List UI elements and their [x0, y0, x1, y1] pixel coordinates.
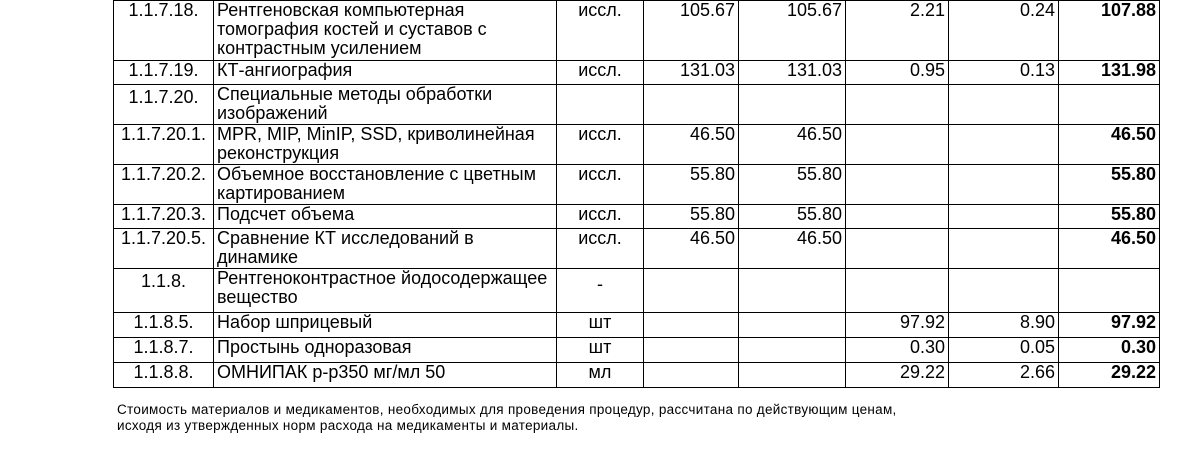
value-cell: 46.50 — [644, 229, 739, 269]
service-name: Рентгеноконтрастное йодосодержащее вещество — [214, 269, 557, 313]
service-code: 1.1.8.7. — [114, 338, 214, 363]
value-cell: 55.80 — [644, 205, 739, 229]
value-cell: 29.22 — [846, 363, 949, 388]
total-cell: 131.98 — [1059, 61, 1160, 85]
value-cell — [949, 165, 1059, 205]
total-cell: 107.88 — [1059, 1, 1160, 61]
value-cell: 2.66 — [949, 363, 1059, 388]
value-cell: 0.13 — [949, 61, 1059, 85]
table-row — [114, 85, 1160, 125]
service-code: 1.1.8.5. — [114, 313, 214, 338]
total-cell: 55.80 — [1059, 205, 1160, 229]
value-cell — [949, 229, 1059, 269]
table-row — [114, 205, 1160, 229]
value-cell — [739, 85, 846, 125]
total-cell: 46.50 — [1059, 229, 1160, 269]
table-row — [114, 1, 1160, 61]
service-code: 1.1.8. — [114, 269, 214, 313]
value-cell: 131.03 — [644, 61, 739, 85]
service-name: Сравнение КТ исследований в динамике — [214, 229, 557, 269]
value-cell: 2.21 — [846, 1, 949, 61]
service-unit: иссл. — [557, 229, 644, 269]
value-cell: 0.30 — [846, 338, 949, 363]
service-name: Подсчет объема — [214, 205, 557, 229]
value-cell — [739, 363, 846, 388]
service-unit: - — [557, 269, 644, 313]
total-cell: 0.30 — [1059, 338, 1160, 363]
value-cell: 46.50 — [739, 229, 846, 269]
service-name: ОМНИПАК р-р350 мг/мл 50 — [214, 363, 557, 388]
value-cell: 0.05 — [949, 338, 1059, 363]
total-cell: 55.80 — [1059, 165, 1160, 205]
service-unit: иссл. — [557, 1, 644, 61]
service-name: Специальные методы обработки изображений — [214, 85, 557, 125]
service-name: MPR, MIP, MinIP, SSD, криволинейная реконструкция — [214, 125, 557, 165]
footnote — [117, 402, 897, 434]
value-cell — [644, 313, 739, 338]
value-cell — [644, 363, 739, 388]
service-code: 1.1.7.20.1. — [114, 125, 214, 165]
value-cell: 46.50 — [644, 125, 739, 165]
value-cell — [846, 269, 949, 313]
table-row — [114, 125, 1160, 165]
table-row — [114, 363, 1160, 388]
price-table — [113, 0, 1160, 388]
service-unit: шт — [557, 313, 644, 338]
footnote-line: Стоимость материалов и медикаментов, необходимых для проведения процедур, рассчитана по действующим ценам, — [117, 402, 897, 417]
service-name: Набор шприцевый — [214, 313, 557, 338]
service-unit: шт — [557, 338, 644, 363]
value-cell: 46.50 — [739, 125, 846, 165]
value-cell — [846, 125, 949, 165]
value-cell — [846, 229, 949, 269]
service-name: Простынь одноразовая — [214, 338, 557, 363]
service-code: 1.1.7.20.5. — [114, 229, 214, 269]
service-code: 1.1.7.20.3. — [114, 205, 214, 229]
value-cell — [739, 313, 846, 338]
service-name: КТ-ангиография — [214, 61, 557, 85]
value-cell — [949, 269, 1059, 313]
service-name: Объемное восстановление с цветным картированием — [214, 165, 557, 205]
footnote-line: исходя из утвержденных норм расхода на медикаменты и материалы. — [117, 418, 579, 433]
value-cell: 105.67 — [644, 1, 739, 61]
value-cell — [739, 269, 846, 313]
table-row — [114, 313, 1160, 338]
value-cell: 131.03 — [739, 61, 846, 85]
value-cell — [949, 205, 1059, 229]
table-row — [114, 229, 1160, 269]
value-cell: 8.90 — [949, 313, 1059, 338]
value-cell — [846, 205, 949, 229]
service-unit — [557, 85, 644, 125]
service-name: Рентгеновская компьютерная томография костей и суставов с контрастным усилением — [214, 1, 557, 61]
value-cell: 105.67 — [739, 1, 846, 61]
total-cell: 29.22 — [1059, 363, 1160, 388]
total-cell — [1059, 85, 1160, 125]
value-cell — [949, 85, 1059, 125]
service-unit: иссл. — [557, 205, 644, 229]
value-cell: 55.80 — [644, 165, 739, 205]
value-cell — [949, 125, 1059, 165]
table-row — [114, 61, 1160, 85]
total-cell — [1059, 269, 1160, 313]
service-code: 1.1.8.8. — [114, 363, 214, 388]
value-cell — [644, 85, 739, 125]
value-cell — [644, 338, 739, 363]
service-unit: иссл. — [557, 61, 644, 85]
service-code: 1.1.7.19. — [114, 61, 214, 85]
service-code: 1.1.7.20.2. — [114, 165, 214, 205]
value-cell: 0.95 — [846, 61, 949, 85]
service-unit: иссл. — [557, 165, 644, 205]
value-cell — [644, 269, 739, 313]
service-code: 1.1.7.20. — [114, 85, 214, 125]
value-cell — [846, 165, 949, 205]
table-row — [114, 269, 1160, 313]
service-unit: иссл. — [557, 125, 644, 165]
value-cell: 55.80 — [739, 165, 846, 205]
service-unit: мл — [557, 363, 644, 388]
value-cell: 97.92 — [846, 313, 949, 338]
table-row — [114, 165, 1160, 205]
total-cell: 97.92 — [1059, 313, 1160, 338]
service-code: 1.1.7.18. — [114, 1, 214, 61]
total-cell: 46.50 — [1059, 125, 1160, 165]
value-cell — [739, 338, 846, 363]
table-row — [114, 338, 1160, 363]
value-cell — [846, 85, 949, 125]
value-cell: 0.24 — [949, 1, 1059, 61]
value-cell: 55.80 — [739, 205, 846, 229]
